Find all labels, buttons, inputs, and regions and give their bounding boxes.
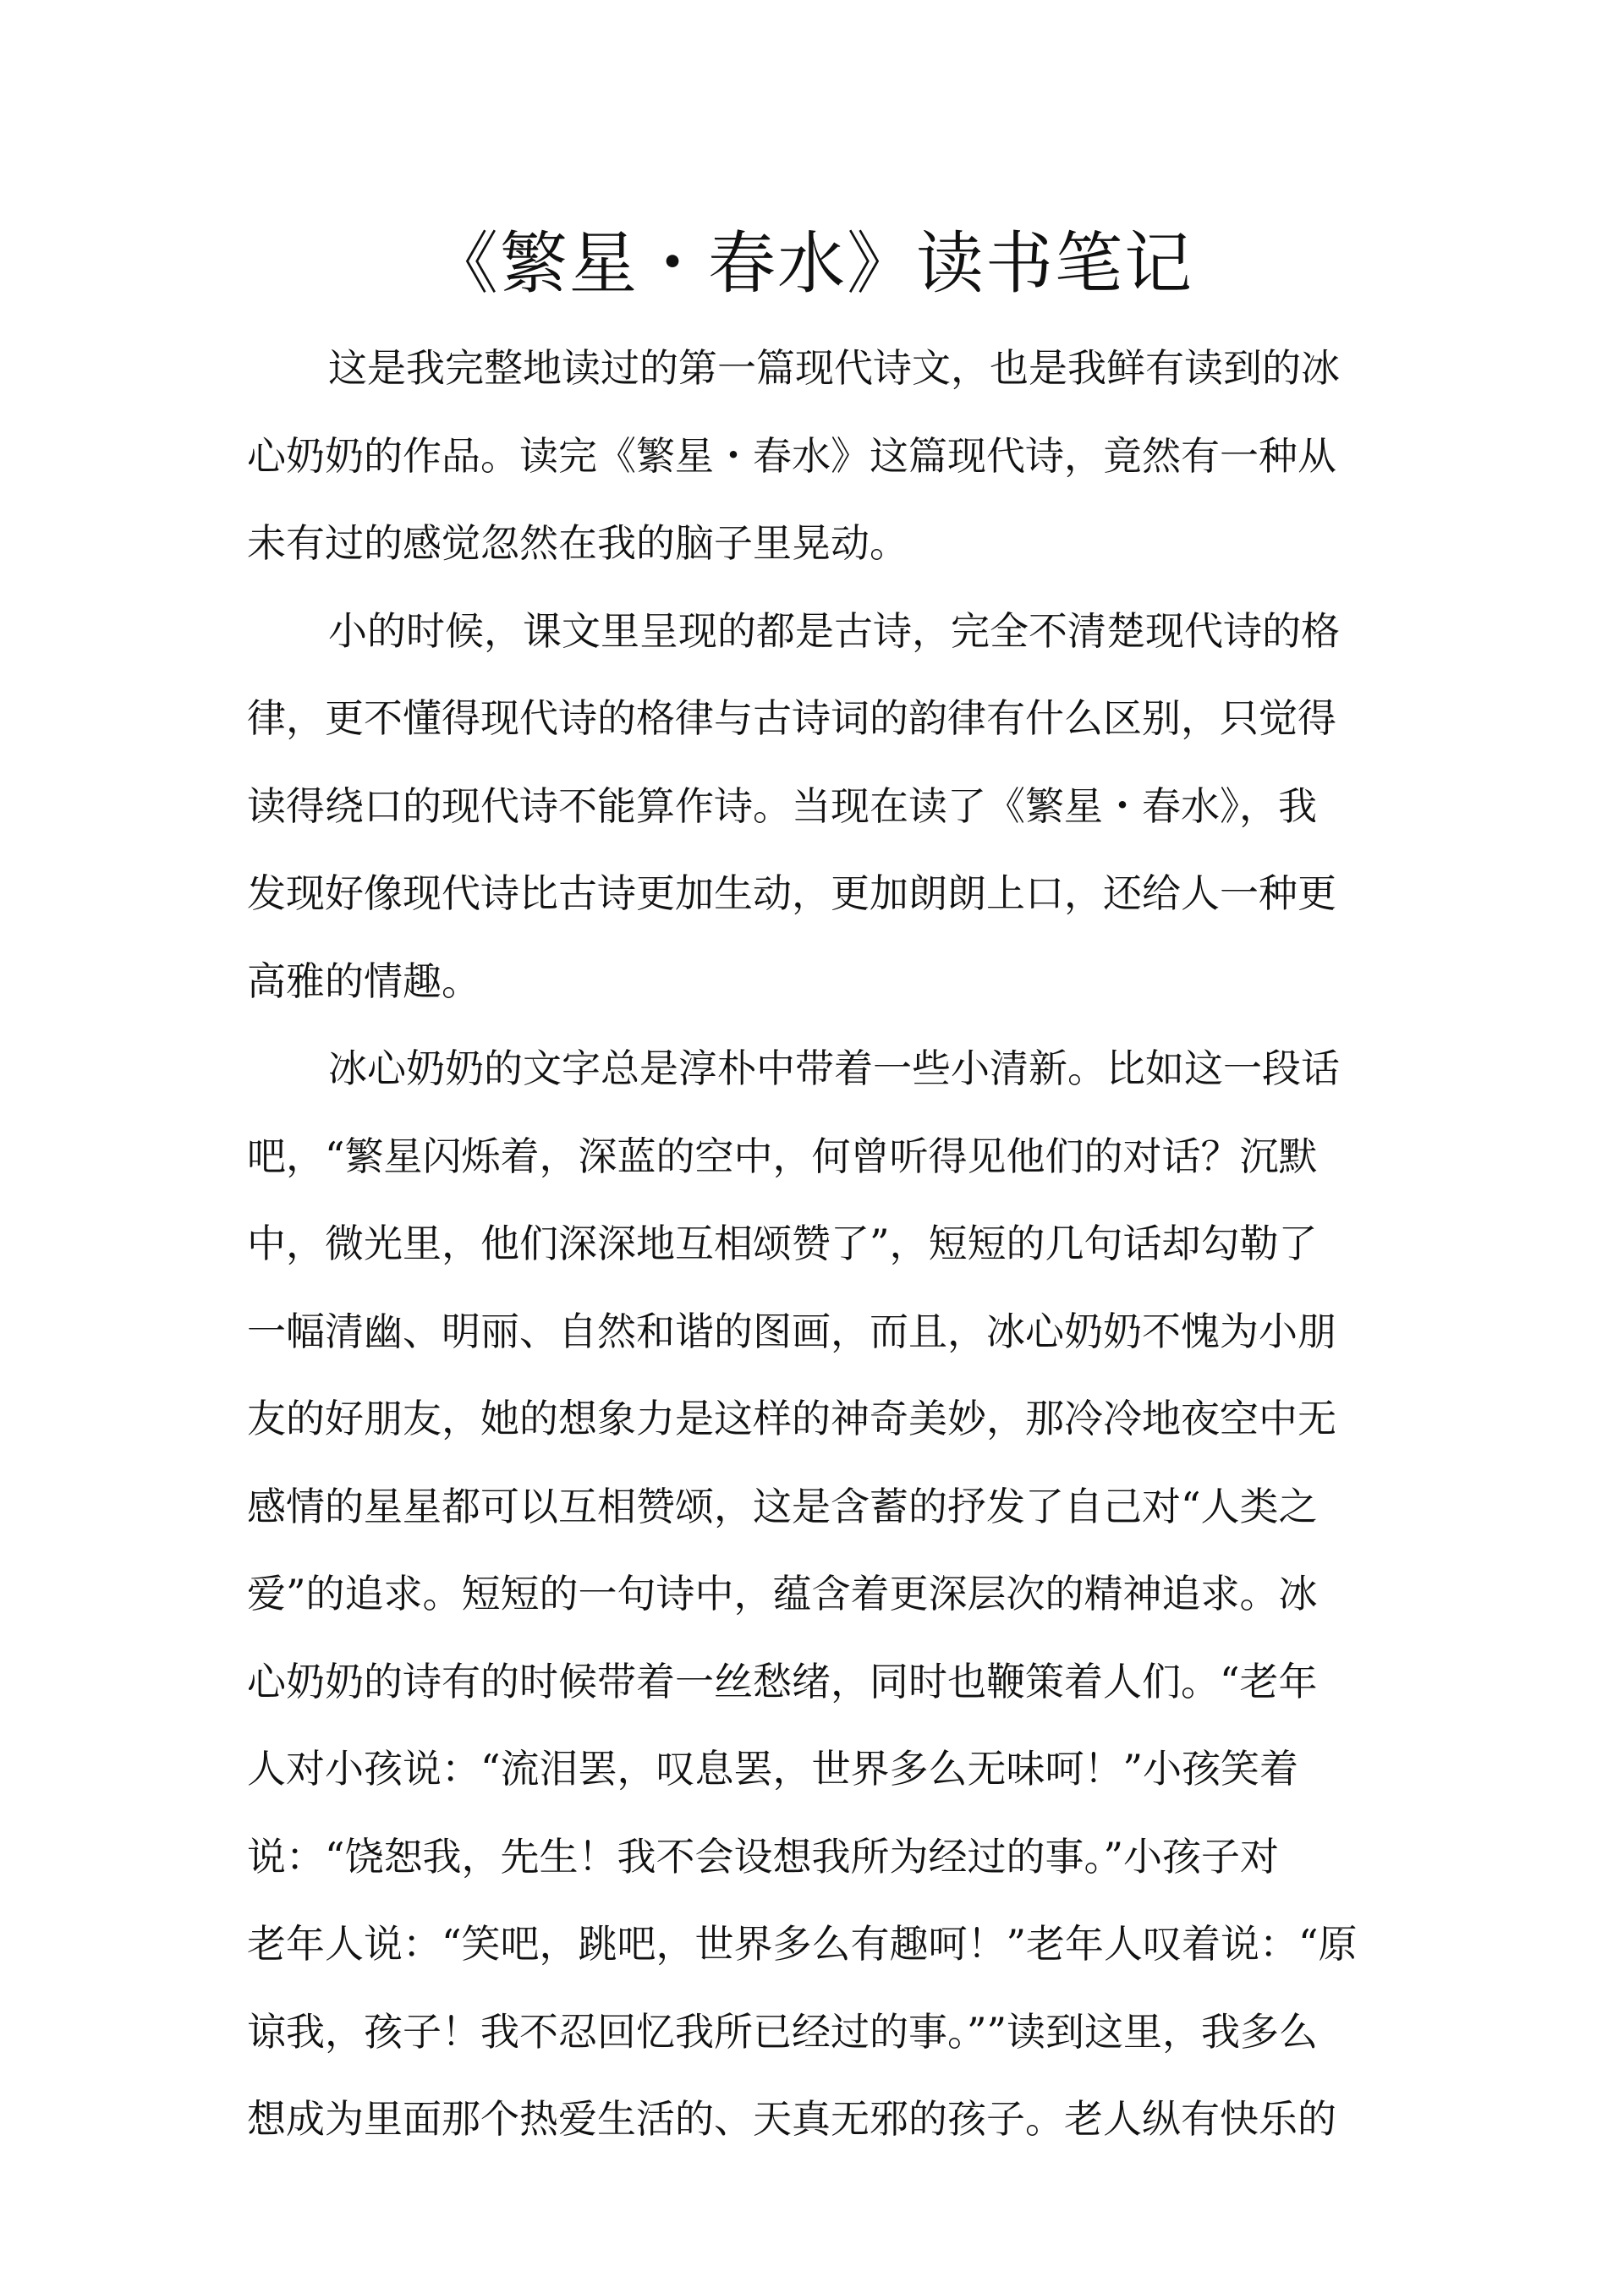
- paragraph-first-line: 小的时候，课文里呈现的都是古诗，完全不清楚现代诗的格: [328, 607, 1340, 654]
- paragraph-first-line: 这是我完整地读过的第一篇现代诗文，也是我鲜有读到的冰: [328, 345, 1340, 391]
- text-line: 人对小孩说：“流泪罢，叹息罢，世界多么无味呵！”小孩笑着: [247, 1746, 1299, 1792]
- text-line: 中，微光里，他们深深地互相颂赞了”，短短的几句话却勾勒了: [247, 1221, 1318, 1266]
- text-line: 一幅清幽、明丽、自然和谐的图画，而且，冰心奶奶不愧为小朋: [247, 1308, 1336, 1354]
- text-line: 未有过的感觉忽然在我的脑子里晃动。: [247, 520, 908, 566]
- text-line: 感情的星星都可以互相赞颂，这是含蓄的抒发了自己对“人类之: [247, 1483, 1318, 1529]
- text-line: 发现好像现代诗比古诗更加生动，更加朗朗上口，还给人一种更: [247, 870, 1336, 916]
- text-line: 吧，“繁星闪烁着，深蓝的空中，何曾听得见他们的对话？沉默: [247, 1133, 1318, 1179]
- text-line: 高雅的情趣。: [247, 958, 480, 1004]
- text-line: 说：“饶恕我，先生！我不会设想我所为经过的事。”小孩子对: [247, 1833, 1280, 1880]
- text-line: 心奶奶的诗有的时候带着一丝愁绪，同时也鞭策着人们。“老年: [247, 1658, 1318, 1704]
- text-line: 谅我，孩子！我不忍回忆我所已经过的事。””读到这里，我多么: [247, 2008, 1319, 2055]
- text-line: 想成为里面那个热爱生活的、天真无邪的孩子。老人纵有快乐的: [247, 2096, 1336, 2142]
- text-line: 老年人说：“笑吧，跳吧，世界多么有趣呵！”老年人叹着说：“原: [247, 1921, 1358, 1967]
- document-body: [247, 325, 1448, 2164]
- paragraph-first-line: 冰心奶奶的文字总是淳朴中带着一些小清新。比如这一段话: [328, 1045, 1340, 1091]
- text-line: 律，更不懂得现代诗的格律与古诗词的韵律有什么区别，只觉得: [247, 695, 1336, 741]
- text-line: 爱”的追求。短短的一句诗中，蕴含着更深层次的精神追求。冰: [247, 1571, 1318, 1616]
- text-line: 读得绕口的现代诗不能算作诗。当现在读了《繁星・春水》，我: [247, 782, 1317, 829]
- text-line: 友的好朋友，她的想象力是这样的神奇美妙，那冷冷地夜空中无: [247, 1396, 1336, 1441]
- text-line: 心奶奶的作品。读完《繁星・春水》这篇现代诗，竟然有一种从: [247, 432, 1336, 479]
- document-title: 《繁星・春水》读书笔记: [431, 224, 1193, 303]
